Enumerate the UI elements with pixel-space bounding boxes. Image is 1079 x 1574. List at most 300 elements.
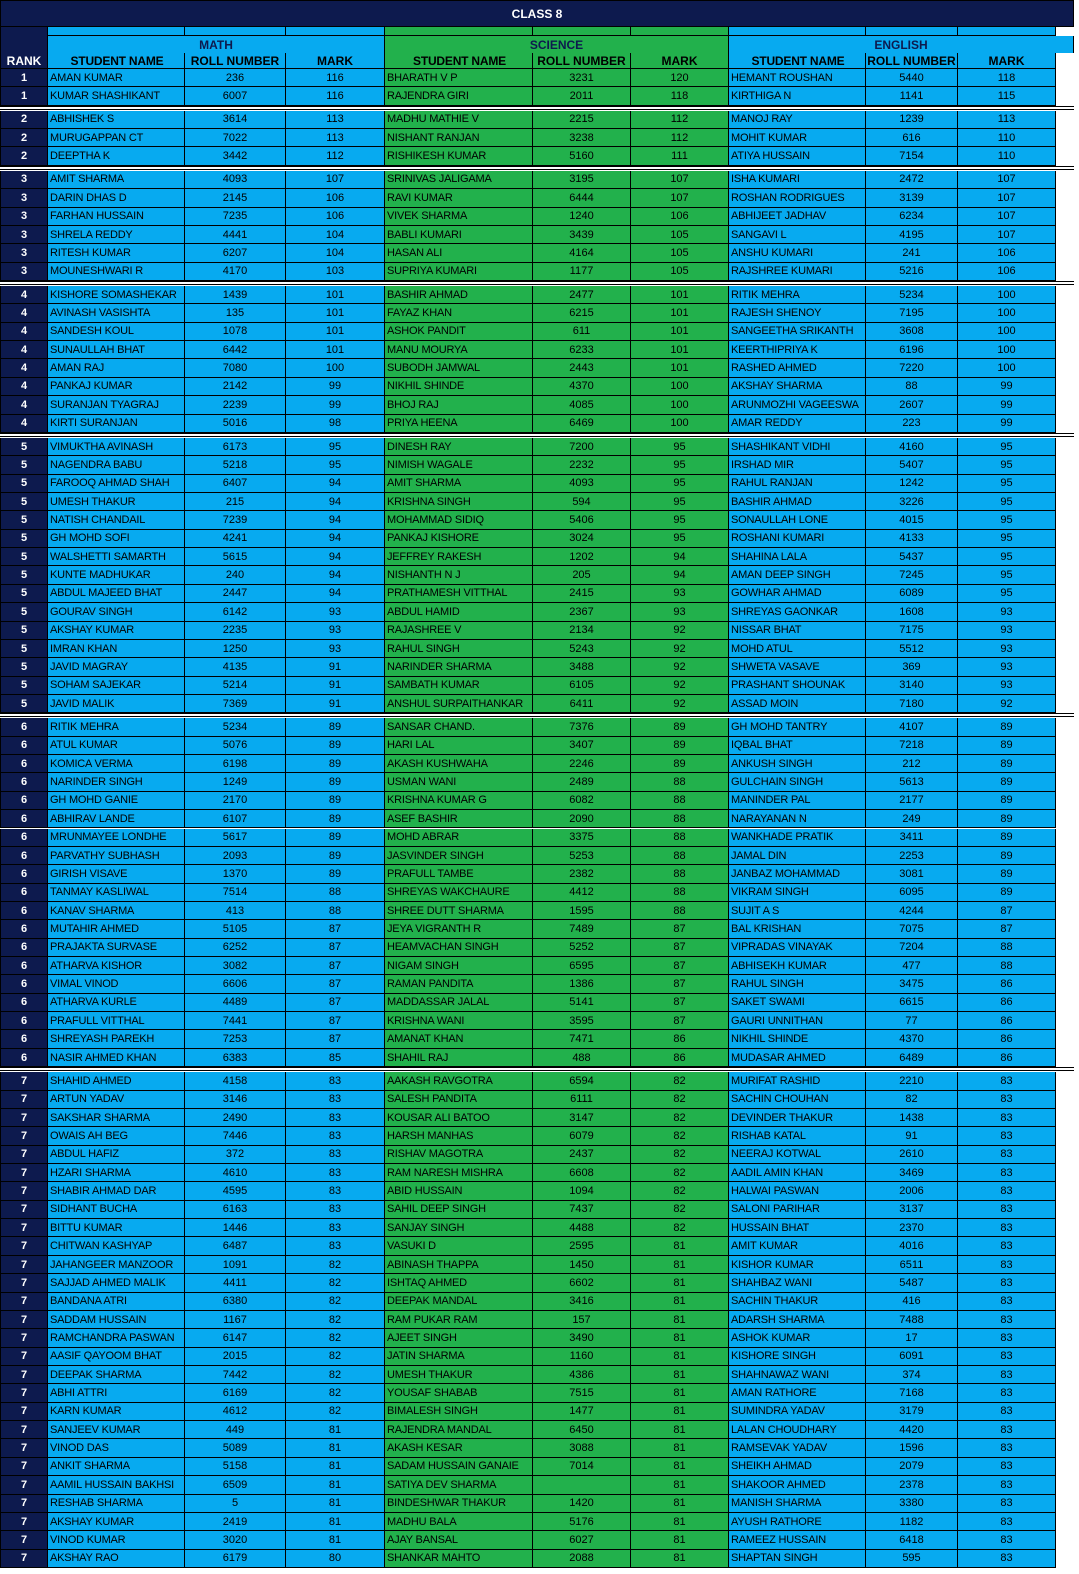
math-mark: 112: [286, 147, 385, 165]
science-roll-number: 2489: [533, 773, 631, 791]
rank-cell: 3: [0, 244, 48, 262]
english-mark: 95: [958, 530, 1056, 548]
math-student-name: JAVID MAGRAY: [48, 658, 185, 676]
english-roll-number: 2378: [866, 1476, 958, 1494]
english-mark: 93: [958, 640, 1056, 658]
math-mark: 106: [286, 208, 385, 226]
science-mark: 118: [631, 87, 729, 105]
math-student-name: AMAN RAJ: [48, 359, 185, 377]
math-roll-number: 4135: [185, 658, 286, 676]
english-mark: 83: [958, 1439, 1056, 1457]
english-roll-number: 6511: [866, 1256, 958, 1274]
math-student-name: GH MOHD SOFI: [48, 530, 185, 548]
math-student-name: AMIT SHARMA: [48, 171, 185, 189]
english-student-name: MURIFAT RASHID: [729, 1072, 866, 1090]
english-mark: 83: [958, 1182, 1056, 1200]
english-mark: 100: [958, 359, 1056, 377]
math-roll-number: 7253: [185, 1030, 286, 1048]
science-student-name: AKASH KUSHWAHA: [385, 755, 533, 773]
math-student-name: SHREYASH PAREKH: [48, 1030, 185, 1048]
english-mark: 95: [958, 438, 1056, 456]
science-student-name: JEYA VIGRANTH R: [385, 920, 533, 938]
english-student-name: ANKUSH SINGH: [729, 755, 866, 773]
english-mark: 86: [958, 975, 1056, 993]
math-roll-number: 6442: [185, 341, 286, 359]
science-student-name: HARI LAL: [385, 737, 533, 755]
rank-cell: 5: [0, 511, 48, 529]
english-roll-number: 3411: [866, 829, 958, 847]
rank-cell: 7: [0, 1531, 48, 1549]
rank-cell: 7: [0, 1403, 48, 1421]
math-mark: 82: [286, 1256, 385, 1274]
english-mark: 86: [958, 1012, 1056, 1030]
table-row: [0, 286, 1074, 304]
english-mark: 100: [958, 286, 1056, 304]
table-row: [0, 1146, 1074, 1164]
math-roll-number: 7080: [185, 359, 286, 377]
subject-english: ENGLISH: [729, 36, 1074, 53]
math-student-name: SAJJAD AHMED MALIK: [48, 1274, 185, 1292]
english-mark: 83: [958, 1329, 1056, 1347]
math-mark: 83: [286, 1072, 385, 1090]
table-row: [0, 1164, 1074, 1182]
math-mark: 85: [286, 1049, 385, 1067]
science-student-name: SUPRIYA KUMARI: [385, 263, 533, 281]
math-roll-number: 7441: [185, 1012, 286, 1030]
science-roll-number: 5252: [533, 939, 631, 957]
english-student-name: KISHOR KUMAR: [729, 1256, 866, 1274]
science-student-name: VASUKI D: [385, 1237, 533, 1255]
math-roll-number: 2170: [185, 792, 286, 810]
table-row: [0, 847, 1074, 865]
science-roll-number: 2090: [533, 810, 631, 828]
math-roll-number: 4411: [185, 1274, 286, 1292]
science-roll-number: 5253: [533, 847, 631, 865]
math-student-name: SADDAM HUSSAIN: [48, 1311, 185, 1329]
science-roll-number: 3088: [533, 1439, 631, 1457]
table-row: [0, 1091, 1074, 1109]
math-student-name: PRAJAKTA SURVASE: [48, 939, 185, 957]
science-roll-number: 2011: [533, 87, 631, 105]
math-student-name: ATHARVA KISHOR: [48, 957, 185, 975]
math-mark: 113: [286, 129, 385, 147]
english-student-name: JAMAL DIN: [729, 847, 866, 865]
english-roll-number: 7488: [866, 1311, 958, 1329]
science-mark: 112: [631, 129, 729, 147]
science-student-name: SAHIL DEEP SINGH: [385, 1201, 533, 1219]
science-student-name: BABLI KUMARI: [385, 226, 533, 244]
math-mark: 87: [286, 975, 385, 993]
math-mark: 82: [286, 1329, 385, 1347]
math-student-name: NARINDER SINGH: [48, 773, 185, 791]
math-roll-number: 215: [185, 493, 286, 511]
math-roll-number: 4489: [185, 994, 286, 1012]
english-mark: 106: [958, 244, 1056, 262]
english-student-name: SHAHINA LALA: [729, 548, 866, 566]
math-roll-number: 4170: [185, 263, 286, 281]
science-roll-number: 6595: [533, 957, 631, 975]
science-mark: 88: [631, 792, 729, 810]
science-mark: 81: [631, 1293, 729, 1311]
rank-cell: 7: [0, 1495, 48, 1513]
english-student-name: RASHED AHMED: [729, 359, 866, 377]
science-mark: 87: [631, 1012, 729, 1030]
math-mark: 101: [286, 286, 385, 304]
science-mark: 105: [631, 244, 729, 262]
math-roll-number: 2015: [185, 1348, 286, 1366]
table-row: [0, 1293, 1074, 1311]
science-roll-number: 157: [533, 1311, 631, 1329]
science-roll-number: 3375: [533, 829, 631, 847]
english-mark: 87: [958, 920, 1056, 938]
science-student-name: SALESH PANDITA: [385, 1091, 533, 1109]
table-row: [0, 920, 1074, 938]
science-student-name: RISHIKESH KUMAR: [385, 147, 533, 165]
english-student-name: AKSHAY SHARMA: [729, 378, 866, 396]
science-roll-number: 6450: [533, 1421, 631, 1439]
english-student-name: ADARSH SHARMA: [729, 1311, 866, 1329]
math-roll-number: 4241: [185, 530, 286, 548]
english-roll-number: 3380: [866, 1495, 958, 1513]
rank-cell: 6: [0, 865, 48, 883]
math-mark: 87: [286, 920, 385, 938]
english-student-name: ROSHANI KUMARI: [729, 530, 866, 548]
table-row: [0, 323, 1074, 341]
math-student-name: BANDANA ATRI: [48, 1293, 185, 1311]
table-row: [0, 1256, 1074, 1274]
english-mark: 83: [958, 1256, 1056, 1274]
english-student-name: MUDASAR AHMED: [729, 1049, 866, 1067]
science-mark: 92: [631, 640, 729, 658]
math-mark: 91: [286, 658, 385, 676]
english-student-name: SHEIKH AHMAD: [729, 1458, 866, 1476]
english-student-name: KEERTHIPRIYA K: [729, 341, 866, 359]
science-roll-number: 1420: [533, 1495, 631, 1513]
science-mark: 89: [631, 755, 729, 773]
english-mark: 95: [958, 566, 1056, 584]
english-student-name: SHASHIKANT VIDHI: [729, 438, 866, 456]
table-row: [0, 884, 1074, 902]
english-student-name: SHWETA VASAVE: [729, 658, 866, 676]
science-mark: 88: [631, 810, 729, 828]
math-roll-number: 6169: [185, 1384, 286, 1402]
science-student-name: KRISHNA WANI: [385, 1012, 533, 1030]
science-mark: 81: [631, 1366, 729, 1384]
science-roll-number: 2415: [533, 585, 631, 603]
math-student-name: MURUGAPPAN CT: [48, 129, 185, 147]
science-roll-number: 1177: [533, 263, 631, 281]
science-student-name: MANU MOURYA: [385, 341, 533, 359]
english-mark: 89: [958, 737, 1056, 755]
math-roll-number: 5234: [185, 718, 286, 736]
science-roll-number: 6111: [533, 1091, 631, 1109]
math-student-name: TANMAY KASLIWAL: [48, 884, 185, 902]
rank-cell: 5: [0, 640, 48, 658]
science-roll-number: 6469: [533, 415, 631, 433]
math-roll-number: 1439: [185, 286, 286, 304]
science-mark: 88: [631, 865, 729, 883]
table-row: [0, 548, 1074, 566]
math-student-name: CHITWAN KASHYAP: [48, 1237, 185, 1255]
rank-cell: 7: [0, 1072, 48, 1090]
math-roll-number: 449: [185, 1421, 286, 1439]
rank-cell: 7: [0, 1329, 48, 1347]
rank-group-separator: [0, 713, 1074, 717]
table-row: [0, 585, 1074, 603]
math-roll-number: 2093: [185, 847, 286, 865]
science-student-name: UMESH THAKUR: [385, 1366, 533, 1384]
math-mark: 89: [286, 810, 385, 828]
table-row: [0, 359, 1074, 377]
science-student-name: PRAFULL TAMBE: [385, 865, 533, 883]
english-roll-number: 2006: [866, 1182, 958, 1200]
science-student-name: DINESH RAY: [385, 438, 533, 456]
math-roll-number: 6487: [185, 1237, 286, 1255]
english-student-name: SUMINDRA YADAV: [729, 1403, 866, 1421]
english-mark: 83: [958, 1531, 1056, 1549]
english-student-name: ABHISEKH KUMAR: [729, 957, 866, 975]
science-roll-number: 2088: [533, 1550, 631, 1568]
english-mark: 93: [958, 658, 1056, 676]
english-roll-number: 212: [866, 755, 958, 773]
rank-cell: 4: [0, 304, 48, 322]
math-roll-number: 1446: [185, 1219, 286, 1237]
math-student-name: GIRISH VISAVE: [48, 865, 185, 883]
math-student-name: ANKIT SHARMA: [48, 1458, 185, 1476]
math-student-name: RESHAB SHARMA: [48, 1495, 185, 1513]
rank-cell: 7: [0, 1550, 48, 1568]
rank-cell: 4: [0, 286, 48, 304]
table-row: [0, 208, 1074, 226]
science-mark: 94: [631, 566, 729, 584]
english-roll-number: 7195: [866, 304, 958, 322]
math-mark: 81: [286, 1476, 385, 1494]
math-student-name: JAHANGEER MANZOOR: [48, 1256, 185, 1274]
rank-cell: 6: [0, 755, 48, 773]
table-row: [0, 939, 1074, 957]
science-mark: 81: [631, 1421, 729, 1439]
science-mark: 101: [631, 359, 729, 377]
english-mark: 83: [958, 1513, 1056, 1531]
math-mark: 95: [286, 438, 385, 456]
table-row: [0, 1384, 1074, 1402]
rank-cell: 7: [0, 1146, 48, 1164]
science-student-name: NIGAM SINGH: [385, 957, 533, 975]
science-roll-number: 1160: [533, 1348, 631, 1366]
science-mark: 107: [631, 189, 729, 207]
rank-group-separator: [0, 166, 1074, 170]
science-student-name: BASHIR AHMAD: [385, 286, 533, 304]
math-roll-number: 3082: [185, 957, 286, 975]
rank-group-separator: [0, 1067, 1074, 1071]
table-row: [0, 1030, 1074, 1048]
english-roll-number: 3081: [866, 865, 958, 883]
english-student-name: AMAN DEEP SINGH: [729, 566, 866, 584]
table-row: [0, 415, 1074, 433]
rank-cell: 7: [0, 1366, 48, 1384]
math-mark: 83: [286, 1109, 385, 1127]
math-roll-number: 6007: [185, 87, 286, 105]
science-mark: 81: [631, 1513, 729, 1531]
english-student-name: SALONI PARIHAR: [729, 1201, 866, 1219]
science-roll-number: 7376: [533, 718, 631, 736]
column-header-row: [0, 53, 1074, 69]
science-mark: 88: [631, 829, 729, 847]
math-roll-number: 1167: [185, 1311, 286, 1329]
english-roll-number: 2610: [866, 1146, 958, 1164]
english-student-name: VIKRAM SINGH: [729, 884, 866, 902]
math-mark: 82: [286, 1293, 385, 1311]
english-mark: 89: [958, 884, 1056, 902]
science-roll-number: 7471: [533, 1030, 631, 1048]
math-roll-number: 7369: [185, 695, 286, 713]
science-roll-number: 5243: [533, 640, 631, 658]
english-roll-number: 82: [866, 1091, 958, 1109]
table-row: [0, 1403, 1074, 1421]
english-roll-number: 416: [866, 1293, 958, 1311]
english-mark: 83: [958, 1384, 1056, 1402]
rank-cell: 3: [0, 171, 48, 189]
english-mark: 100: [958, 341, 1056, 359]
math-student-name: MUTAHIR AHMED: [48, 920, 185, 938]
science-student-name: BIMALESH SINGH: [385, 1403, 533, 1421]
math-student-name: UMESH THAKUR: [48, 493, 185, 511]
math-mark: 91: [286, 677, 385, 695]
english-mark: 99: [958, 378, 1056, 396]
rank-cell: 5: [0, 695, 48, 713]
english-student-name: ISHA KUMARI: [729, 171, 866, 189]
english-mark: 99: [958, 415, 1056, 433]
science-roll-number: 594: [533, 493, 631, 511]
science-student-name: ANSHUL SURPAITHANKAR: [385, 695, 533, 713]
english-mark: 95: [958, 585, 1056, 603]
english-student-name: ANSHU KUMARI: [729, 244, 866, 262]
english-student-name: NARAYANAN N: [729, 810, 866, 828]
math-student-name: SOHAM SAJEKAR: [48, 677, 185, 695]
english-mark: 89: [958, 755, 1056, 773]
math-student-name: ATUL KUMAR: [48, 737, 185, 755]
math-student-name: MOUNESHWARI R: [48, 263, 185, 281]
rank-header: RANK: [0, 53, 48, 69]
math-roll-number: 6173: [185, 438, 286, 456]
english-student-name: GOWHAR AHMAD: [729, 585, 866, 603]
science-roll-number: 2437: [533, 1146, 631, 1164]
science-mark: 92: [631, 677, 729, 695]
science-roll-number: 4093: [533, 475, 631, 493]
english-mark: 89: [958, 792, 1056, 810]
table-row: [0, 1348, 1074, 1366]
math-mark: 88: [286, 884, 385, 902]
english-roll-number: 5487: [866, 1274, 958, 1292]
english-student-name: KIRTHIGA N: [729, 87, 866, 105]
rank-cell: 5: [0, 438, 48, 456]
table-row: [0, 111, 1074, 129]
science-roll-header: ROLL NUMBER: [533, 53, 631, 69]
science-mark: 95: [631, 511, 729, 529]
english-roll-number: 3139: [866, 189, 958, 207]
science-mark: 86: [631, 1049, 729, 1067]
english-roll-number: 223: [866, 415, 958, 433]
math-roll-number: 6107: [185, 810, 286, 828]
science-mark: 101: [631, 341, 729, 359]
science-mark: 86: [631, 1030, 729, 1048]
math-mark: 89: [286, 865, 385, 883]
english-roll-number: 1182: [866, 1513, 958, 1531]
english-mark: 88: [958, 939, 1056, 957]
english-student-name: HALWAI PASWAN: [729, 1182, 866, 1200]
science-roll-number: 4085: [533, 396, 631, 414]
english-mark: 106: [958, 263, 1056, 281]
english-student-name: SUJIT A S: [729, 902, 866, 920]
math-roll-number: 240: [185, 566, 286, 584]
science-roll-number: 5176: [533, 1513, 631, 1531]
english-student-name: HEMANT ROUSHAN: [729, 69, 866, 87]
math-student-name: SHRELA REDDY: [48, 226, 185, 244]
math-student-name: SANDESH KOUL: [48, 323, 185, 341]
table-row: [0, 438, 1074, 456]
english-mark: 83: [958, 1146, 1056, 1164]
math-student-name: ABDUL MAJEED BHAT: [48, 585, 185, 603]
math-roll-number: 6407: [185, 475, 286, 493]
table-row: [0, 530, 1074, 548]
math-student-name: AAMIL HUSSAIN BAKHSI: [48, 1476, 185, 1494]
english-student-name: SHAHBAZ WANI: [729, 1274, 866, 1292]
science-mark: 92: [631, 658, 729, 676]
english-mark: 83: [958, 1366, 1056, 1384]
rank-cell: 6: [0, 975, 48, 993]
english-roll-number: 4016: [866, 1237, 958, 1255]
science-student-name: SANJAY SINGH: [385, 1219, 533, 1237]
english-roll-number: 77: [866, 1012, 958, 1030]
science-student-name: ASHOK PANDIT: [385, 323, 533, 341]
science-roll-number: 6105: [533, 677, 631, 695]
science-mark: 81: [631, 1348, 729, 1366]
english-roll-number: 2253: [866, 847, 958, 865]
science-roll-number: 4488: [533, 1219, 631, 1237]
science-mark: 101: [631, 286, 729, 304]
table-row: [0, 1109, 1074, 1127]
science-student-name: HEAMVACHAN SINGH: [385, 939, 533, 957]
science-student-name: KOUSAR ALI BATOO: [385, 1109, 533, 1127]
math-mark: 107: [286, 171, 385, 189]
table-row: [0, 603, 1074, 621]
science-mark: 82: [631, 1219, 729, 1237]
table-row: [0, 1201, 1074, 1219]
english-roll-number: 6489: [866, 1049, 958, 1067]
math-roll-number: 2235: [185, 622, 286, 640]
table-row: [0, 189, 1074, 207]
math-student-name: GOURAV SINGH: [48, 603, 185, 621]
math-roll-number: 6142: [185, 603, 286, 621]
math-student-name: BITTU KUMAR: [48, 1219, 185, 1237]
english-roll-number: 7220: [866, 359, 958, 377]
english-student-name: ARUNMOZHI VAGEESWA: [729, 396, 866, 414]
math-mark: 104: [286, 226, 385, 244]
math-student-name: NAGENDRA BABU: [48, 456, 185, 474]
rank-cell: 6: [0, 792, 48, 810]
table-row: [0, 1476, 1074, 1494]
table-row: [0, 511, 1074, 529]
english-student-name: GULCHAIN SINGH: [729, 773, 866, 791]
english-mark: 83: [958, 1311, 1056, 1329]
science-roll-number: 3595: [533, 1012, 631, 1030]
english-mark: 93: [958, 603, 1056, 621]
science-roll-number: 3231: [533, 69, 631, 87]
table-row: [0, 1513, 1074, 1531]
science-roll-number: 7200: [533, 438, 631, 456]
rank-cell: 3: [0, 189, 48, 207]
english-roll-number: 3475: [866, 975, 958, 993]
